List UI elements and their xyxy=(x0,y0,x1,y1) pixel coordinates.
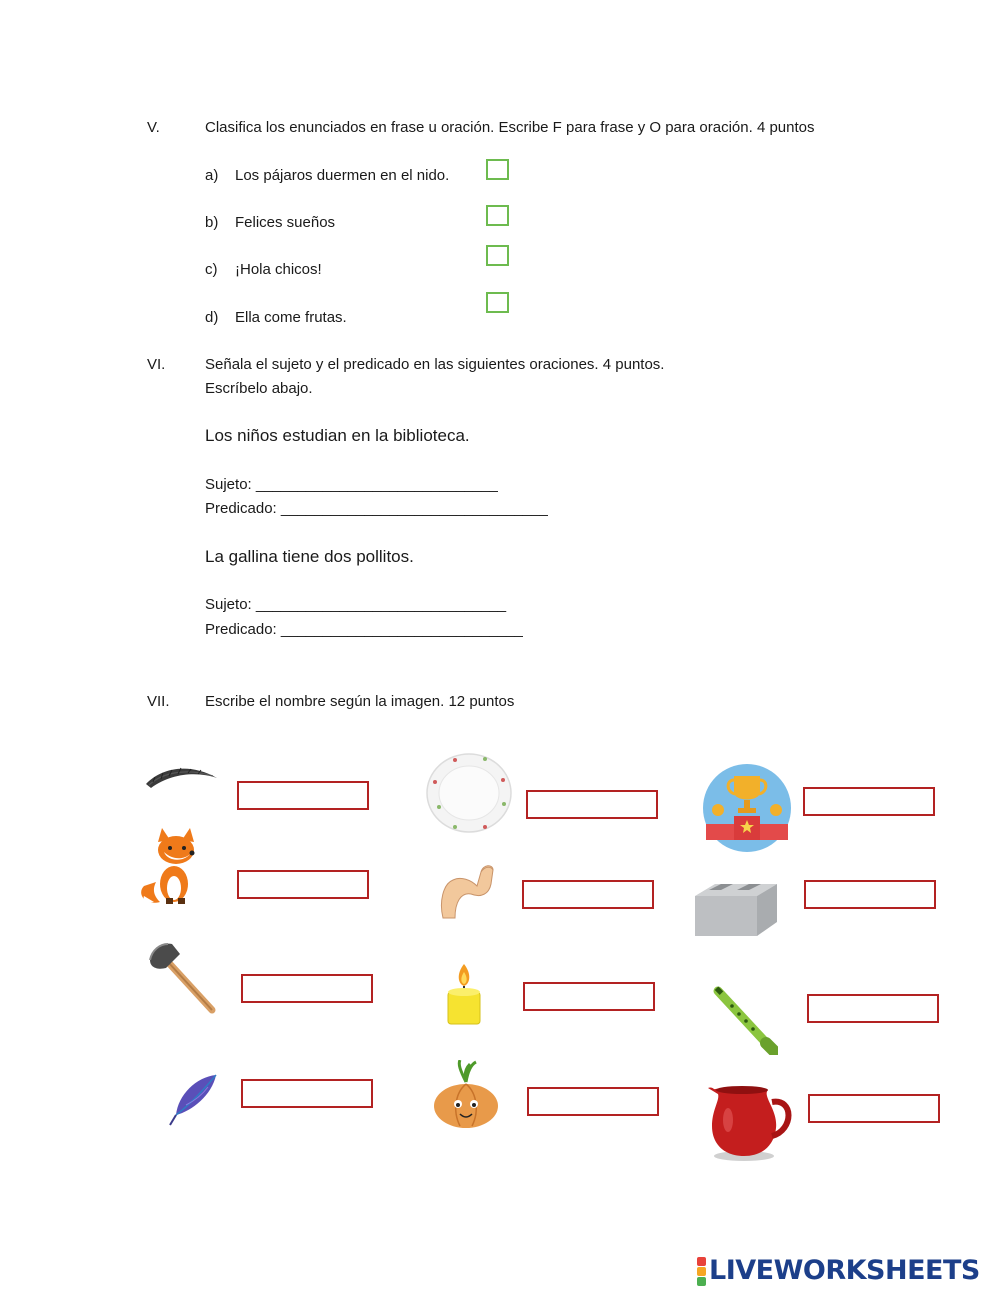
answer-axe[interactable] xyxy=(241,974,373,1003)
answer-arm[interactable] xyxy=(522,880,654,909)
section-6-instruction-2: Escríbelo abajo. xyxy=(205,380,313,397)
cinder-block-image xyxy=(693,880,779,938)
section-7-instruction: Escribe el nombre según la imagen. 12 puntos xyxy=(205,693,515,710)
fox-image xyxy=(136,826,204,906)
onion-image xyxy=(430,1060,502,1130)
answer-box-b[interactable] xyxy=(486,205,509,226)
item-b-letter: b) xyxy=(205,214,219,231)
item-d-letter: d) xyxy=(205,309,219,326)
sentence-2-predicate-line[interactable]: Predicado: _____________________________ xyxy=(205,621,523,638)
arm-image xyxy=(437,858,497,922)
answer-onion[interactable] xyxy=(527,1087,659,1116)
item-c-letter: c) xyxy=(205,261,218,278)
answer-plate[interactable] xyxy=(526,790,658,819)
answer-eyebrow[interactable] xyxy=(237,781,369,810)
liveworksheets-logo xyxy=(697,1255,980,1287)
trophy-image xyxy=(698,764,796,852)
jug-image xyxy=(706,1080,792,1162)
sentence-2-subject-line[interactable]: Sujeto: ______________________________ xyxy=(205,596,507,613)
section-6-numeral: VI. xyxy=(147,356,166,373)
answer-feather[interactable] xyxy=(241,1079,373,1108)
plate-image xyxy=(425,752,513,834)
answer-jug[interactable] xyxy=(808,1094,940,1123)
eyebrow-image xyxy=(143,760,221,792)
item-d-text: Ella come frutas. xyxy=(235,309,347,326)
item-a-letter: a) xyxy=(205,167,219,184)
recorder-flute-image xyxy=(712,985,778,1055)
candle-image xyxy=(442,962,486,1026)
answer-box-d[interactable] xyxy=(486,292,509,313)
sentence-2: La gallina tiene dos pollitos. xyxy=(205,547,414,566)
item-c-text: ¡Hola chicos! xyxy=(235,261,322,278)
answer-box-c[interactable] xyxy=(486,245,509,266)
answer-candle[interactable] xyxy=(523,982,655,1011)
item-a-text: Los pájaros duermen en el nido. xyxy=(235,167,450,184)
sentence-1-subject-line[interactable]: Sujeto: _____________________________ xyxy=(205,476,498,493)
section-6-instruction-1: Señala el sujeto y el predicado en las siguientes oraciones. 4 puntos. xyxy=(205,356,665,373)
axe-image xyxy=(146,940,218,1014)
answer-trophy[interactable] xyxy=(803,787,935,816)
sentence-1-predicate-line[interactable]: Predicado: ________________________________ xyxy=(205,500,548,517)
feather-image xyxy=(166,1071,222,1127)
answer-recorder-flute[interactable] xyxy=(807,994,939,1023)
section-5-numeral: V. xyxy=(147,119,160,136)
answer-cinder-block[interactable] xyxy=(804,880,936,909)
sentence-1: Los niños estudian en la biblioteca. xyxy=(205,426,470,445)
logo-blocks-icon xyxy=(697,1257,706,1286)
answer-fox[interactable] xyxy=(237,870,369,899)
section-5-instruction: Clasifica los enunciados en frase u oración. Escribe F para frase y O para oración. 4 puntos xyxy=(205,119,815,136)
section-7-numeral: VII. xyxy=(147,693,170,710)
logo-text: LIVEWORKSHEETS xyxy=(709,1255,980,1286)
item-b-text: Felices sueños xyxy=(235,214,336,231)
answer-box-a[interactable] xyxy=(486,159,509,180)
